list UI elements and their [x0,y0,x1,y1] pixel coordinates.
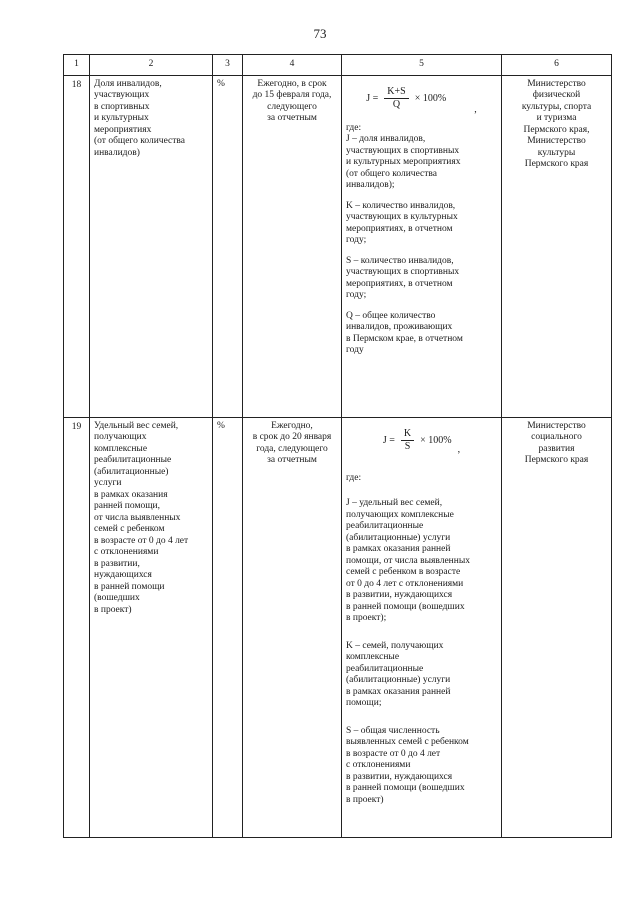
formula-fraction [401,428,414,453]
page-number: 73 [313,26,327,41]
definition: S – количество инвалидов, участвующих в спортивных мероприятиях, в отчетном году; [346,255,460,300]
definition: J – доля инвалидов, участвующих в спортивных и культурных мероприятиях (от общего количества инвалидов); [346,134,461,190]
definition: J – удельный вес семей, получающих комплексные реабилитационные (абилитационные) услуги в рамках оказания ранней помощи, от числа выявленных семей с ребенком в возрасте от 0 до 4 лет с отклонениями в развитии, нуждающихся в ранней помощи (вошедших в проект); [346,498,470,623]
definition: S – общая численность выявленных семей с ребенком в возрасте от 0 до 4 лет с отклонениями в развитии, нуждающихся в ранней помощи (вошедших в проект) [346,725,469,805]
formula-lhs: J = [382,434,395,446]
formula-trail: , [474,103,477,115]
definition: Q – общее количество инвалидов, проживающих в Пермском крае, в отчетном году [346,310,463,355]
reporting-period: Ежегодно, в срок до 15 февраля года, следующего за отчетным [243,75,342,417]
row-number: 19 [64,417,90,837]
table-row [64,417,612,837]
column-number-6: 6 [502,55,612,76]
formula-rhs: × 100% [420,434,452,446]
indicators-table [63,54,612,838]
formula-rhs: × 100% [414,92,447,104]
responsible-agency: Министерство физической культуры, спорта и туризма Пермского края, Министерство культуры Пермского края [502,75,612,417]
responsible-agency: Министерство социального развития Пермского края [502,417,612,837]
formula [346,421,497,461]
indicator-name: Доля инвалидов, участвующих в спортивных и культурных мероприятиях (от общего количества инвалидов) [90,75,213,417]
formula-lhs: J = [366,92,379,104]
indicator-name: Удельный вес семей, получающих комплексные реабилитационные (абилитационные) услуги в рамках оказания ранней помощи, от числа выявленных семей с ребенком в возрасте от 0 до 4 лет с отклонениями в развитии, нуждающихся в ранней помощи (вошедших в проект) [90,417,213,837]
table-row [64,75,612,417]
calculation-method [342,417,502,837]
formula-trail: , [457,443,461,455]
reporting-period: Ежегодно, в срок до 20 января года, следующего за отчетным [243,417,342,837]
table-header-row [64,55,612,76]
formula-denominator: S [404,441,411,452]
definition: K – семей, получающих комплексные реабилитационные (абилитационные) услуги в рамках оказания ранней помощи; [346,640,451,708]
column-number-3: 3 [213,55,243,76]
formula-numerator: K+S [384,86,408,99]
column-number-4: 4 [243,55,342,76]
column-number-5: 5 [342,55,502,76]
formula-fraction [384,86,408,111]
formula-numerator: K [401,428,414,441]
column-number-1: 1 [64,55,90,76]
formula [346,79,497,119]
where-label: где: [346,472,362,483]
formula-denominator: Q [392,99,401,110]
unit: % [213,75,243,417]
column-number-2: 2 [90,55,213,76]
calculation-method [342,75,502,417]
row-number: 18 [64,75,90,417]
where-label: где: [346,122,362,133]
definition: K – количество инвалидов, участвующих в культурных мероприятиях, в отчетном году; [346,200,458,245]
unit: % [213,417,243,837]
